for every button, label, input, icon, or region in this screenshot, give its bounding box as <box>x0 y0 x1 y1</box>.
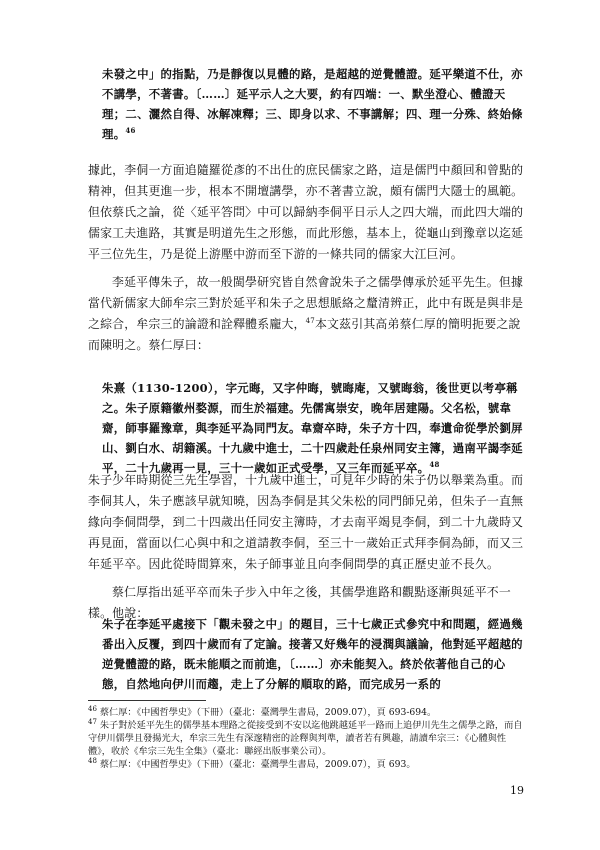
paragraph-2-text-b: 本文茲引其高弟蔡仁厚的簡明扼要之說而陳明之。蔡仁厚曰： <box>88 317 521 352</box>
paragraph-2 <box>88 272 524 356</box>
block-quote-2 <box>102 378 524 478</box>
paragraph-1 <box>88 160 524 265</box>
footnote-46-number: 46 <box>88 704 97 713</box>
block-quote-1 <box>102 64 524 144</box>
paragraph-2-text-a: 李延平傳朱子，故一般閩學研究皆自然會說朱子之儒學傳承於延平先生。但據當代新儒家大師牟宗三對於延平和朱子之思想脈絡之釐清辨正，此中有既是與非是之綜合，牟宗三的論證和詮釋體系龐大， <box>88 275 524 331</box>
footnote-48-text: 蔡仁厚：《中國哲學史》（下冊）（臺北：臺灣學生書局，2009.07），頁 693。 <box>99 759 416 770</box>
footnote-ref-48[interactable]: 48 <box>429 460 440 470</box>
footnote-48 <box>88 758 524 771</box>
block-quote-3 <box>102 614 524 694</box>
footnote-divider <box>88 700 206 701</box>
footnote-ref-47[interactable]: 47 <box>305 317 315 326</box>
footnote-47 <box>88 719 524 758</box>
quote-1-text: 未發之中」的指點，乃是靜復以見體的路，是超越的逆覺體證。延平樂道不仕，亦不講學，不著書。〔……〕延平示人之大要，約有四端：一、默坐澄心、體證天理；二、灑然自得、冰解凍釋；三、即身以求、不事講解；四、理一分殊、終始條理。 <box>102 67 523 141</box>
quote-2-text: 朱熹（1130-1200），字元晦，又字仲晦，號晦庵，又號晦翁，後世更以考亭稱之。朱子原籍徽州婺源，而生於福建。先儒寓崇安，晚年居建陽。父名松，號韋齋，師事羅豫章，與李延平為同門友。韋齋卒時，朱子方十四，奉遺命從學於劉屏山、劉白水、胡籍溪。十九歲中進士，二十四歲赴任泉州同安主簿，過南平謁李延平，二十九歲再一見，三十一歲如正式受學，又三年而延平卒。 <box>102 381 523 475</box>
paragraph-3 <box>88 470 524 575</box>
page-number: 19 <box>510 784 524 797</box>
quote-3-text: 朱子在李延平處接下「觀未發之中」的題目，三十七歲正式參究中和問題，經過幾番出入反覆，到四十歲而有了定論。接著又好幾年的浸潤與議論，他對延平超越的逆覺體證的路，既未能順之而前進，〔……〕亦未能契入。終於依著他自己的心態，自然地向伊川而趨，走上了分解的順取的路，而完成另一系的 <box>102 617 523 691</box>
footnote-47-text: 朱子對於延平先生的儒學基本理路之從接受到不安以迄他跳越延平一路而上追伊川先生之儒學之路，而自守伊川儒學且發揚光大，牟宗三先生有深邃精密的詮釋與判準，讀者若有興趣，請讀牟宗三：《心體與性體》，收於《牟宗三先生全集》（臺北：聯經出版事業公司）。 <box>88 720 523 757</box>
footnote-46-text: 蔡仁厚：《中國哲學史》（下冊）（臺北：臺灣學生書局，2009.07），頁 693-694。 <box>99 707 437 718</box>
footnote-46 <box>88 706 524 719</box>
footnote-47-number: 47 <box>88 717 97 726</box>
paragraph-1-text: 據此，李侗一方面追隨羅從彥的不出仕的庶民儒家之路，這是儒門中顏回和曾點的精神，但其更進一步，根本不開壇講學，亦不著書立說，頗有儒門大隱士的風範。但依蔡氏之論，從〈延平答問〉中可以歸納李侗平日示人之四大端，而此四大端的儒家工夫進路，其實是明道先生之形態，而此形態，基本上，從龜山到豫章以迄延平三位先生，乃是從上游壓中游而至下游的一條共同的儒家大江巨河。 <box>88 163 524 261</box>
footnote-48-number: 48 <box>88 756 97 765</box>
paragraph-3-text: 朱子少年時期從三先生學習，十九歲中進士，可見年少時的朱子仍以舉業為重。而李侗其人，朱子應該早就知曉，因為李侗是其父朱松的同門師兄弟，但朱子一直無緣向李侗問學，到二十四歲出任同安主簿時，才去南平竭見李侗，到二十九歲時又再見面，當面以仁心與中和之道請教李侗，至三十一歲始正式拜李侗為師，而又三年延平卒。因此從時間算來，朱子師事並且向李侗問學的真正歷史並不長久。 <box>88 473 524 571</box>
footnote-ref-46[interactable]: 46 <box>125 126 136 136</box>
paragraph-4-text: 蔡仁厚指出延平卒而朱子步入中年之後，其儒學進路和觀點逐漸與延平不一樣。他說： <box>88 585 511 620</box>
footnotes <box>88 706 524 771</box>
